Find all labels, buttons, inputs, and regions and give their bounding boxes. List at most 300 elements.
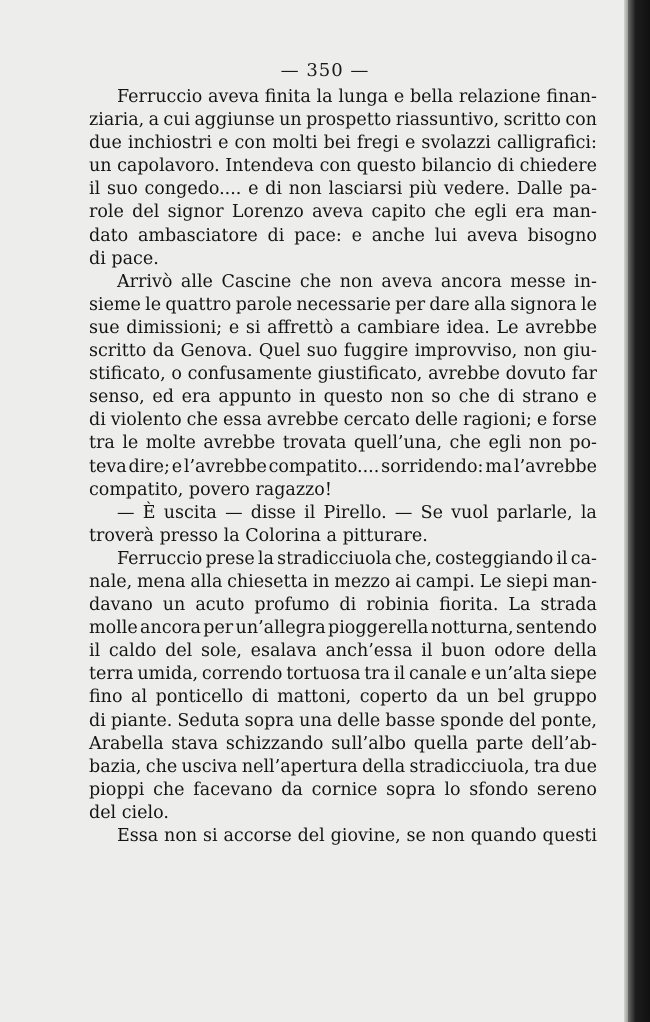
word: in — [312, 571, 330, 592]
word: Pirello. — [323, 502, 387, 523]
word: dare — [429, 294, 470, 315]
word: far — [571, 364, 597, 385]
word: usciva — [181, 756, 238, 777]
word: stradicciuola — [277, 548, 392, 569]
word: sponde — [440, 710, 504, 731]
word: e — [393, 87, 405, 107]
word: si — [203, 826, 218, 846]
text-line — [89, 802, 597, 825]
word: di — [497, 387, 515, 408]
word: accorse — [223, 826, 292, 846]
word: al — [131, 687, 148, 708]
word: che — [449, 433, 481, 454]
word: senso, — [89, 387, 145, 408]
word: sfondo — [469, 779, 529, 800]
word: avrebbe — [525, 317, 597, 338]
word: Le — [496, 317, 519, 338]
word: inchiostri — [127, 133, 212, 154]
text-line — [89, 248, 597, 271]
word: compatito.... — [268, 456, 380, 477]
word: parole — [235, 294, 293, 315]
word: delle — [414, 410, 458, 431]
word: e — [228, 317, 240, 338]
word: questo — [356, 156, 417, 177]
word: di — [339, 595, 357, 616]
word: aggiunse — [194, 110, 275, 131]
word: un — [89, 156, 112, 177]
book-binding — [628, 0, 650, 1022]
word: trovata — [282, 433, 347, 454]
word: la — [316, 87, 333, 107]
word: po- — [569, 433, 597, 454]
word: di — [267, 225, 285, 246]
word: tra — [364, 664, 391, 685]
word: prese — [205, 548, 255, 569]
word: egli — [488, 433, 522, 454]
word: il — [304, 502, 316, 523]
word: violento — [110, 410, 182, 431]
text-line — [89, 109, 597, 132]
word: strada — [540, 595, 597, 616]
word: profumo — [254, 595, 330, 616]
word: cornice — [311, 779, 378, 800]
word: finan- — [546, 87, 597, 107]
word: dato — [89, 225, 129, 246]
word: Quel — [258, 341, 301, 362]
word: giustificato, — [317, 364, 423, 385]
word: e — [470, 664, 482, 685]
word: idea. — [446, 317, 490, 338]
text-line — [89, 617, 597, 640]
word: la — [257, 548, 274, 569]
word: alle — [180, 271, 213, 292]
word: il — [89, 179, 101, 200]
word: messe — [510, 271, 566, 292]
word: molti — [272, 133, 318, 154]
word: e — [351, 225, 362, 246]
word: Essa — [117, 826, 159, 846]
word: alla — [474, 294, 507, 315]
word: cambiare — [357, 317, 440, 338]
word: bella — [409, 87, 454, 107]
word: due — [564, 756, 597, 777]
word: vedere. — [443, 179, 510, 200]
word: a — [340, 317, 351, 338]
word: mezzo — [334, 571, 391, 592]
text-line — [89, 640, 597, 663]
word: stificato, — [89, 364, 166, 385]
word: del — [89, 802, 117, 823]
word: esalava — [250, 641, 317, 662]
word: Dalle — [516, 179, 563, 200]
word: e — [586, 387, 597, 408]
word: di — [89, 248, 106, 269]
word: cielo. — [121, 802, 169, 823]
word: parte — [475, 733, 524, 754]
word: uscita — [163, 502, 217, 523]
word: nell’apertura — [241, 756, 358, 777]
word: del — [297, 826, 325, 846]
text-line — [89, 225, 597, 248]
word: da — [152, 341, 175, 362]
word: fregi — [356, 133, 399, 154]
word: della — [553, 641, 597, 662]
text-line — [89, 386, 597, 409]
word: Se — [420, 502, 443, 523]
word: canale — [408, 664, 467, 685]
word: compatito, — [89, 479, 184, 500]
word: — — [394, 502, 413, 523]
word: l’avrebbe — [183, 456, 267, 477]
word: del — [165, 641, 193, 662]
word: Colorina — [245, 525, 321, 546]
word: per — [395, 294, 426, 315]
text-line — [89, 479, 597, 502]
word: basse — [385, 710, 436, 731]
word: da — [436, 687, 458, 708]
word: ancora — [440, 271, 502, 292]
word: Ferruccio — [117, 87, 203, 107]
word: Arabella — [89, 733, 164, 754]
word: — — [225, 502, 243, 523]
text-line — [89, 663, 597, 686]
word: del — [508, 710, 537, 731]
word: era — [515, 202, 545, 223]
word: questo — [323, 387, 383, 408]
word: che — [434, 202, 466, 223]
word: anche — [371, 225, 425, 246]
word: che — [299, 271, 332, 292]
word: Genova. — [180, 341, 253, 362]
word: role — [89, 202, 124, 223]
text-line — [89, 756, 597, 779]
word: un — [162, 595, 186, 616]
word: Intendeva — [225, 156, 314, 177]
word: dell’ab- — [531, 733, 597, 754]
word: ragazzo! — [255, 479, 332, 500]
word: sereno — [537, 779, 597, 800]
word: sentendo — [515, 618, 597, 639]
word: forse — [552, 410, 597, 431]
word: aveva — [381, 271, 433, 292]
word: robinia — [366, 595, 430, 616]
word: fiorita. — [439, 595, 499, 616]
word: mena — [136, 571, 186, 592]
text-line — [89, 525, 597, 548]
word: sull’albo — [331, 733, 406, 754]
word: scritto — [89, 341, 147, 362]
word: sorridendo: — [381, 456, 484, 477]
word: confusamente — [187, 364, 312, 385]
text-line — [89, 409, 597, 432]
word: due — [89, 133, 122, 154]
word: aveva — [312, 202, 364, 223]
word: che — [458, 387, 491, 408]
word: molte — [145, 433, 196, 454]
word: affrettò — [267, 317, 334, 338]
word: giovine, — [330, 826, 401, 846]
word: se — [406, 826, 426, 846]
word: mattoni, — [277, 687, 352, 708]
word: bei — [323, 133, 351, 154]
text-line — [89, 340, 597, 363]
word: ai — [394, 571, 411, 592]
word: alla — [190, 571, 223, 592]
word: capolavoro. — [117, 156, 220, 177]
word: siepe — [550, 664, 597, 685]
word: relazione — [458, 87, 541, 107]
word: quell’una, — [353, 433, 443, 454]
word: il — [421, 641, 433, 662]
word: lasciarsi — [328, 179, 403, 200]
word: Ferruccio — [117, 548, 203, 569]
word: lunga — [338, 87, 389, 107]
word: sopra — [244, 710, 295, 731]
word: acuto — [195, 595, 245, 616]
word: suo — [106, 179, 138, 200]
word: che — [186, 410, 219, 431]
word: piante. — [110, 710, 173, 731]
text-line — [89, 733, 597, 756]
word: di — [265, 179, 282, 200]
text-line — [89, 548, 597, 571]
text-line — [89, 178, 597, 201]
word: quella — [413, 733, 469, 754]
word: da — [281, 779, 303, 800]
word: man- — [552, 202, 597, 223]
word: siepi — [506, 571, 549, 592]
word: l’avrebbe — [514, 456, 597, 477]
text-line — [89, 571, 597, 594]
word: con — [319, 156, 352, 177]
word: pace. — [111, 248, 159, 269]
word: suo — [306, 341, 338, 362]
word: davano — [89, 595, 153, 616]
word: che, — [394, 548, 432, 569]
word: presso — [159, 525, 218, 546]
word: il — [556, 548, 568, 569]
word: e — [171, 456, 183, 477]
word: un’allegra — [235, 618, 326, 639]
word: dimissioni; — [126, 317, 223, 338]
word: tra — [89, 433, 115, 454]
word: pioppi — [89, 779, 145, 800]
word: ca- — [570, 548, 597, 569]
word: coperto — [359, 687, 428, 708]
word: ancora — [140, 618, 201, 639]
word: anch’essa — [325, 641, 413, 662]
text-line — [89, 502, 597, 525]
text-line — [89, 271, 597, 294]
word: cercato — [343, 410, 410, 431]
word: Cascine — [221, 271, 292, 292]
word: avrebbe — [203, 433, 276, 454]
word: cui — [163, 110, 191, 131]
word: era — [181, 387, 211, 408]
word: non — [164, 826, 198, 846]
word: campi. — [415, 571, 475, 592]
word: o — [171, 364, 182, 385]
word: ragioni; — [462, 410, 532, 431]
text-line — [89, 594, 597, 617]
text-line — [89, 363, 597, 386]
word: non — [523, 341, 557, 362]
text-line — [89, 294, 597, 317]
word: Arrivò — [117, 271, 173, 292]
word: caldo — [108, 641, 157, 662]
word: odore — [494, 641, 546, 662]
text-line — [89, 456, 597, 479]
word: chiedere — [519, 156, 597, 177]
word: ed — [152, 387, 174, 408]
word: nale, — [89, 571, 133, 592]
word: e — [218, 133, 229, 154]
text-line — [89, 779, 597, 802]
word: di — [89, 410, 106, 431]
word: scritto — [503, 110, 561, 131]
word: bel — [497, 687, 525, 708]
word: non — [339, 271, 373, 292]
word: bazia, — [89, 756, 142, 777]
word: sue — [89, 317, 120, 338]
word: signor — [167, 202, 224, 223]
word: le — [145, 294, 162, 315]
word: bisogno — [527, 225, 597, 246]
word: tortuosa — [286, 664, 361, 685]
word: la — [223, 525, 240, 546]
word: le — [122, 433, 139, 454]
word: e — [404, 133, 416, 154]
word: che — [153, 779, 185, 800]
word: della — [361, 756, 406, 777]
word: che — [145, 756, 178, 777]
word: capito — [371, 202, 427, 223]
word: e — [248, 179, 259, 200]
word: gruppo — [533, 687, 597, 708]
word: ponte, — [541, 710, 597, 731]
word: buon — [441, 641, 486, 662]
word: fino — [89, 687, 123, 708]
word: dovuto — [505, 364, 567, 385]
word: a — [148, 110, 160, 131]
word: svolazzi — [421, 133, 491, 154]
word: ziaria, — [89, 110, 145, 131]
word: terra — [89, 664, 134, 685]
word: le — [581, 294, 597, 315]
word: troverà — [89, 525, 154, 546]
word: quattro — [165, 294, 232, 315]
word: ma — [485, 456, 513, 477]
word: pioggerella — [328, 618, 429, 639]
word: di — [251, 687, 269, 708]
word: povero — [188, 479, 250, 500]
word: tra — [534, 756, 560, 777]
word: con — [234, 133, 267, 154]
word: È — [142, 502, 156, 523]
word: in — [299, 387, 316, 408]
word: La — [508, 595, 531, 616]
page-number: — 350 — — [280, 60, 370, 81]
word: un — [466, 687, 489, 708]
word: appunto — [218, 387, 292, 408]
word: ambasciatore — [137, 225, 258, 246]
word: non — [288, 179, 322, 200]
word: con — [565, 110, 597, 131]
word: pace: — [294, 225, 342, 246]
word: calligrafici: — [496, 133, 597, 154]
text-line — [89, 317, 597, 340]
text-line — [89, 132, 597, 155]
word: più — [409, 179, 438, 200]
word: teva — [89, 456, 127, 477]
word: fuggire — [343, 341, 409, 362]
word: lui — [434, 225, 458, 246]
word: pa- — [569, 179, 597, 200]
word: di — [89, 710, 106, 731]
word: Lorenzo — [231, 202, 304, 223]
word: signora — [510, 294, 577, 315]
word: il — [393, 664, 406, 685]
text-line — [89, 155, 597, 178]
word: dire; — [128, 456, 170, 477]
word: in- — [574, 271, 597, 292]
word: improvviso, — [414, 341, 518, 362]
word: a — [326, 525, 337, 546]
word: aveva — [466, 225, 518, 246]
word: stava — [171, 733, 219, 754]
word: avrebbe — [428, 364, 500, 385]
word: finita — [264, 87, 311, 107]
word: Seduta — [177, 710, 240, 731]
text-line — [89, 825, 597, 848]
word: molle — [89, 618, 138, 639]
word: ponticello — [155, 687, 244, 708]
word: strano — [522, 387, 579, 408]
word: umida, — [137, 664, 199, 685]
word: — — [117, 502, 135, 523]
word: non — [528, 433, 562, 454]
word: egli — [474, 202, 507, 223]
word: avrebbe — [266, 410, 339, 431]
word: di — [497, 156, 515, 177]
word: parlarle, — [496, 502, 573, 523]
word: costeggiando — [435, 548, 554, 569]
word: sopra — [386, 779, 436, 800]
word: non — [390, 387, 424, 408]
word: riassuntivo, — [395, 110, 500, 131]
word: la — [580, 502, 597, 523]
word: una — [299, 710, 333, 731]
body-text — [89, 86, 597, 848]
word: lo — [444, 779, 461, 800]
word: facevano — [193, 779, 273, 800]
word: un’alta — [484, 664, 547, 685]
word: pitturare. — [342, 525, 428, 546]
word: aveva — [208, 87, 260, 107]
word: sieme — [89, 294, 141, 315]
word: necessarie — [296, 294, 391, 315]
text-line — [89, 432, 597, 455]
word: notturna, — [430, 618, 514, 639]
word: del — [132, 202, 160, 223]
text-line — [89, 686, 597, 709]
word: un — [279, 110, 302, 131]
word: giu- — [562, 341, 597, 362]
word: chiesetta — [227, 571, 308, 592]
text-line — [89, 201, 597, 224]
word: bilancio — [421, 156, 492, 177]
text-line — [89, 86, 597, 109]
